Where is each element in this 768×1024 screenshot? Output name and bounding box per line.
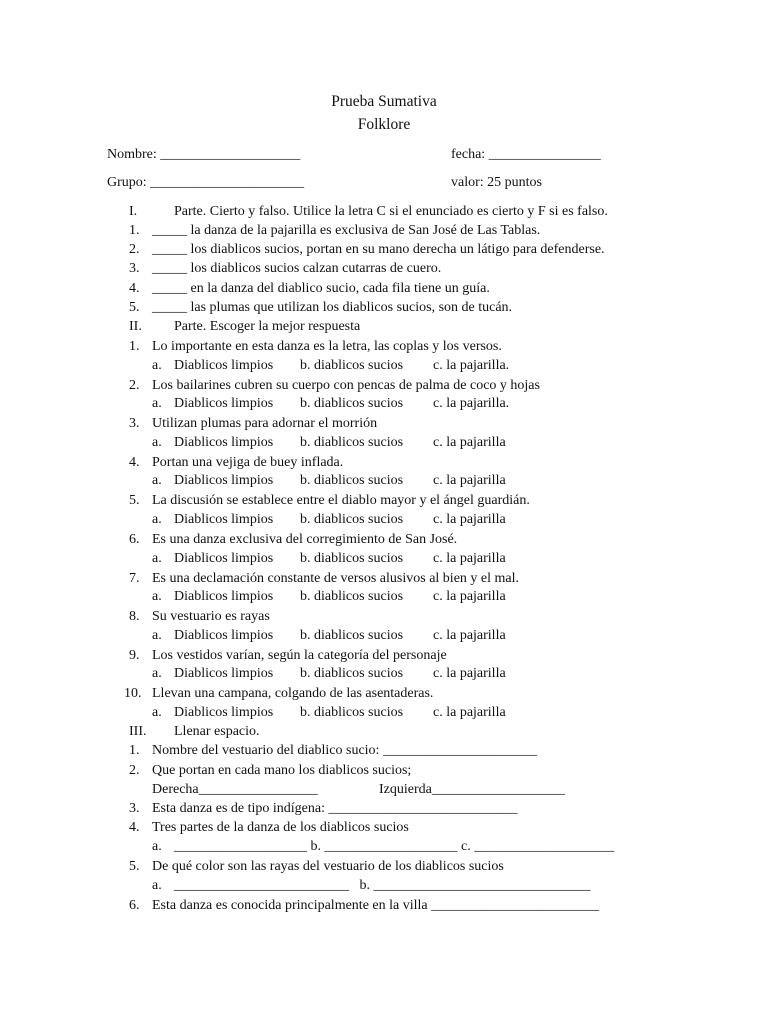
grupo-field: Grupo: ______________________	[107, 175, 305, 190]
fecha-field: fecha: ________________	[451, 147, 601, 162]
question-number: 7.	[129, 570, 140, 586]
option-c: c. la pajarilla	[433, 434, 506, 450]
question-number: 5.	[129, 493, 140, 509]
question-text: Los bailarines cubren su cuerpo con pencas de palma de coco y hojas	[152, 377, 540, 393]
option-c: c. la pajarilla	[433, 666, 506, 682]
option-a: Diablicos limpios	[174, 473, 274, 489]
option-a-marker: a.	[152, 704, 162, 720]
question-number: 4.	[129, 454, 140, 470]
list-item-number: 2.	[129, 242, 140, 257]
izquierda-blank: Izquierda___________________	[379, 782, 565, 797]
option-c: c. la pajarilla.	[433, 357, 510, 373]
page-subtitle: Folklore	[357, 116, 411, 133]
option-b: b. diablicos sucios	[300, 396, 404, 412]
fill-question: De qué color son las rayas del vestuario de los diablicos sucios	[152, 859, 504, 874]
list-item-number: 5.	[129, 859, 140, 874]
list-item-number: 1.	[129, 743, 140, 758]
option-marker: a.	[152, 878, 162, 893]
question-number: 9.	[129, 647, 140, 663]
option-c: c. la pajarilla	[433, 511, 506, 527]
question-text: Los vestidos varían, según la categoría del personaje	[152, 647, 447, 663]
part3-number: III.	[129, 724, 147, 739]
question-number: 1.	[129, 339, 140, 354]
question-text: Portan una vejiga de buey inflada.	[152, 454, 344, 470]
question-text: Es una danza exclusiva del corregimiento de San José.	[152, 532, 458, 547]
part3-heading: Llenar espacio.	[174, 724, 260, 739]
fill-question: Que portan en cada mano los diablicos sucios;	[152, 763, 412, 778]
fill-question: Esta danza es conocida principalmente en la villa ________________________	[152, 898, 600, 913]
question-text: La discusión se establece entre el diablo mayor y el ángel guardián.	[152, 493, 530, 509]
option-b: b. diablicos sucios	[300, 550, 404, 566]
list-item: _____ la danza de la pajarilla es exclusiva de San José de Las Tablas.	[152, 223, 541, 238]
question-text: Utilizan plumas para adornar el morrión	[152, 416, 378, 432]
part1-heading: Parte. Cierto y falso. Utilice la letra C si el enunciado es cierto y F si es falso.	[174, 204, 608, 219]
option-a: Diablicos limpios	[174, 627, 274, 643]
option-marker: a.	[152, 839, 162, 854]
question-number: 6.	[129, 532, 140, 547]
option-a: Diablicos limpios	[174, 511, 274, 527]
option-a-marker: a.	[152, 511, 162, 527]
question-text: Lo importante en esta danza es la letra, las coplas y los versos.	[152, 339, 502, 354]
list-item: _____ en la danza del diablico sucio, cada fila tiene un guía.	[152, 281, 490, 296]
option-a: Diablicos limpios	[174, 396, 274, 412]
option-a: Diablicos limpios	[174, 589, 274, 605]
question-number: 8.	[129, 609, 140, 625]
list-item: _____ las plumas que utilizan los diablicos sucios, son de tucán.	[152, 300, 513, 315]
fill-question: Tres partes de la danza de los diablicos sucios	[152, 820, 409, 835]
page-title: Prueba Sumativa	[331, 93, 437, 110]
fill-question: Nombre del vestuario del diablico sucio: ______________________	[152, 743, 537, 758]
nombre-field: Nombre: ____________________	[107, 147, 301, 162]
list-item-number: 1.	[129, 223, 140, 238]
option-c: c. la pajarilla	[433, 589, 506, 605]
option-b: b. diablicos sucios	[300, 589, 404, 605]
valor-field: valor: 25 puntos	[451, 175, 542, 190]
option-a-marker: a.	[152, 396, 162, 412]
list-item-number: 3.	[129, 801, 140, 816]
option-a-marker: a.	[152, 434, 162, 450]
question-number: 2.	[129, 377, 140, 393]
option-a-marker: a.	[152, 627, 162, 643]
option-b: b. diablicos sucios	[300, 704, 404, 720]
option-a: Diablicos limpios	[174, 666, 274, 682]
option-c: c. la pajarilla.	[433, 396, 510, 412]
option-a-marker: a.	[152, 357, 162, 373]
question-text: Su vestuario es rayas	[152, 609, 270, 625]
option-a: Diablicos limpios	[174, 550, 274, 566]
option-b: b. diablicos sucios	[300, 627, 404, 643]
option-a-marker: a.	[152, 589, 162, 605]
option-a: Diablicos limpios	[174, 704, 274, 720]
list-item-number: 4.	[129, 281, 140, 296]
option-a-marker: a.	[152, 550, 162, 566]
question-text: Llevan una campana, colgando de las asentaderas.	[152, 686, 434, 702]
part2-heading: Parte. Escoger la mejor respuesta	[174, 319, 361, 334]
option-b: b. diablicos sucios	[300, 473, 404, 489]
fill-question: Esta danza es de tipo indígena: ___________________________	[152, 801, 518, 816]
option-c: c. la pajarilla	[433, 550, 506, 566]
list-item-number: 2.	[129, 763, 140, 778]
option-a: Diablicos limpios	[174, 357, 274, 373]
question-number: 3.	[129, 416, 140, 432]
option-c: c. la pajarilla	[433, 473, 506, 489]
option-a-marker: a.	[152, 473, 162, 489]
answer-blanks: ___________________ b. ___________________ c. ____________________	[174, 839, 615, 854]
list-item-number: 3.	[129, 261, 140, 276]
option-b: b. diablicos sucios	[300, 666, 404, 682]
derecha-blank: Derecha_________________	[152, 782, 318, 797]
list-item-number: 6.	[129, 898, 140, 913]
list-item: _____ los diablicos sucios, portan en su mano derecha un látigo para defenderse.	[152, 242, 605, 257]
option-b: b. diablicos sucios	[300, 357, 404, 373]
list-item: _____ los diablicos sucios calzan cutarras de cuero.	[152, 261, 442, 276]
question-text: Es una declamación constante de versos alusivos al bien y el mal.	[152, 570, 520, 586]
part2-number: II.	[129, 319, 142, 334]
option-c: c. la pajarilla	[433, 627, 506, 643]
part1-number: I.	[129, 204, 138, 219]
option-a: Diablicos limpios	[174, 434, 274, 450]
question-number: 10.	[124, 686, 142, 702]
option-b: b. diablicos sucios	[300, 511, 404, 527]
option-b: b. diablicos sucios	[300, 434, 404, 450]
answer-blanks: _________________________ b. _______________________________	[174, 878, 591, 893]
option-a-marker: a.	[152, 666, 162, 682]
list-item-number: 5.	[129, 300, 140, 315]
option-c: c. la pajarilla	[433, 704, 506, 720]
list-item-number: 4.	[129, 820, 140, 835]
